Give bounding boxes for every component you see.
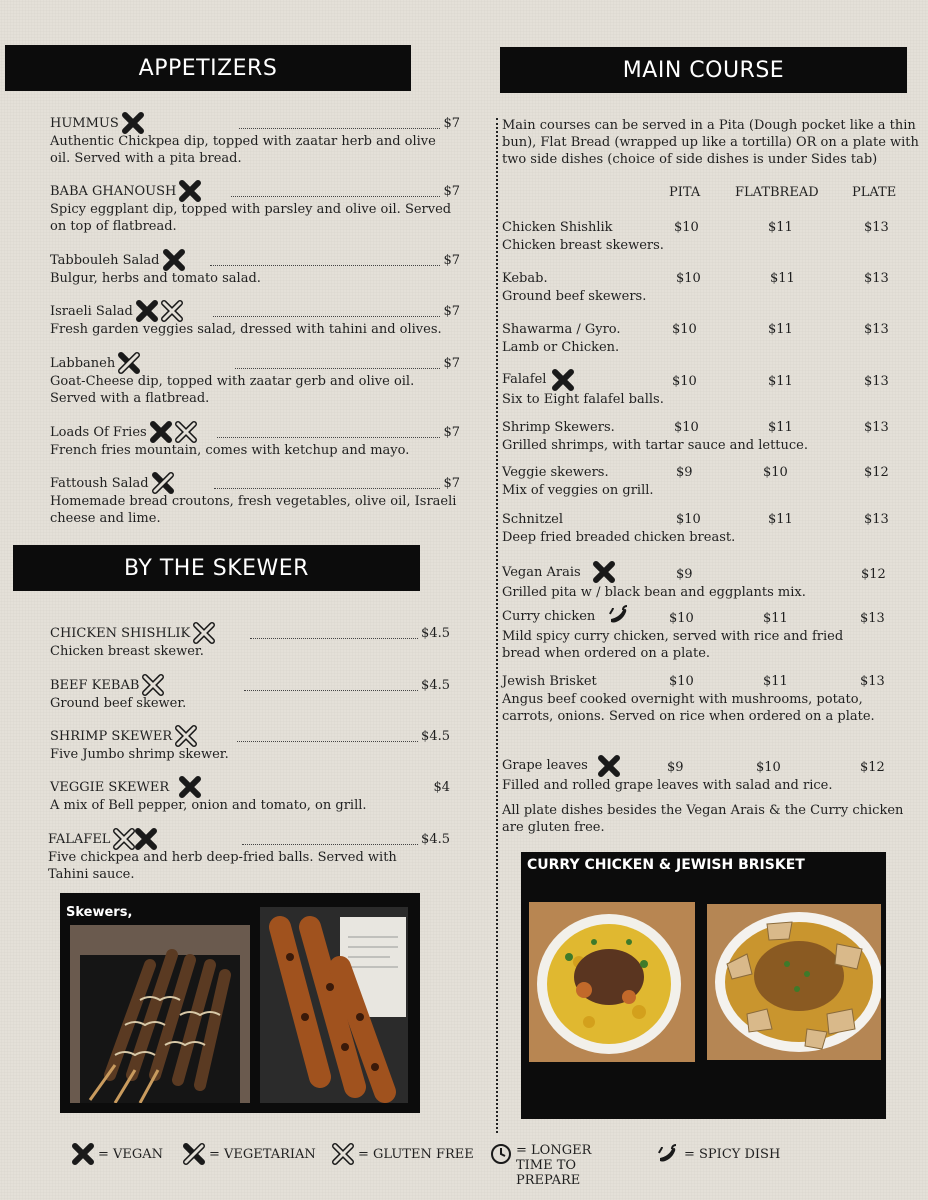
- price-flat: $11: [768, 220, 793, 235]
- item-price: $7: [443, 252, 460, 268]
- item-name: Curry chicken: [502, 609, 596, 624]
- item-desc: Angus beef cooked overnight with mushrooms, potato, carrots, onions. Served on rice when ordered on a plate.: [502, 692, 875, 724]
- legend-gluten-free-text: = GLUTEN FREE: [358, 1146, 474, 1162]
- gluten-free-icon: [161, 300, 183, 322]
- price-pita: $10: [674, 420, 699, 435]
- item-price: $4.5: [421, 728, 450, 744]
- item-desc: Deep fried breaded chicken breast.: [502, 530, 736, 545]
- item-name: HUMMUS: [50, 115, 119, 131]
- menu-item-baba-ghanoush: [50, 181, 460, 235]
- curry-brisket-photo-box: [521, 852, 886, 1119]
- skewers-photo-box: [60, 893, 420, 1113]
- price-pita: $10: [672, 322, 697, 337]
- price-plate: $13: [864, 220, 889, 235]
- price-pita: $9: [676, 567, 693, 582]
- item-name: Israeli Salad: [50, 303, 133, 319]
- item-name: Loads Of Fries: [50, 424, 147, 440]
- item-name: Jewish Brisket: [502, 674, 597, 689]
- vegan-icon: [598, 755, 620, 777]
- item-price: $7: [443, 303, 460, 319]
- main-intro: Main courses can be served in a Pita (Dough pocket like a thin bun), Flat Bread (wrapped up like a tortilla) OR on a plate with two side dishes (choice of side dishes is under Sides tab): [502, 118, 919, 167]
- item-name: Grape leaves: [502, 758, 588, 773]
- menu-item-loads-of-fries: [50, 422, 460, 459]
- main-course-title: MAIN COURSE: [622, 57, 785, 83]
- main-item-veggie-skewers: [502, 464, 922, 499]
- main-item-shawarma: [502, 321, 922, 356]
- vegan-icon: [122, 112, 144, 134]
- col-pita: PITA: [669, 185, 701, 200]
- vegan-icon: [136, 300, 158, 322]
- price-pita: $10: [672, 374, 697, 389]
- item-desc: Lamb or Chicken.: [502, 340, 620, 355]
- menu-item-chicken-shishlik: [50, 623, 450, 660]
- main-column-headers: [502, 184, 922, 202]
- price-flat: $11: [763, 611, 788, 626]
- menu-item-hummus: [50, 113, 460, 167]
- vegetarian-icon: [183, 1143, 205, 1165]
- item-desc: Six to Eight falafel balls.: [502, 392, 664, 407]
- legend-longer-time: [490, 1143, 616, 1188]
- main-item-chicken-shishlik: [502, 219, 922, 254]
- gluten-free-icon: [332, 1143, 354, 1165]
- item-desc: Spicy eggplant dip, topped with parsley and olive oil. Served on top of flatbread.: [50, 202, 452, 234]
- price-flat: $11: [768, 374, 793, 389]
- item-desc: Mix of veggies on grill.: [502, 483, 654, 498]
- main-item-grape-leaves: [502, 757, 922, 794]
- legend-longer-time-text: = LONGER TIME TO PREPARE: [516, 1143, 592, 1188]
- item-price: $7: [443, 475, 460, 491]
- item-name: Kebab.: [502, 271, 548, 286]
- item-price: $4.5: [421, 625, 450, 641]
- gluten-free-icon: [142, 674, 164, 696]
- item-price: $7: [443, 355, 460, 371]
- gluten-free-icon: [113, 828, 135, 850]
- menu-item-shrimp-skewer: [50, 726, 450, 763]
- price-flat: $11: [768, 512, 793, 527]
- main-item-shrimp-skewers: [502, 419, 922, 454]
- vegan-icon: [179, 180, 201, 202]
- price-plate: $13: [864, 322, 889, 337]
- item-name: Falafel: [502, 372, 547, 387]
- price-plate: $13: [864, 374, 889, 389]
- main-item-curry-chicken: [502, 608, 922, 662]
- price-plate: $13: [864, 420, 889, 435]
- item-desc: Mild spicy curry chicken, served with rice and fried bread when ordered on a plate.: [502, 629, 844, 661]
- price-flat: $11: [768, 420, 793, 435]
- price-flat: $10: [756, 760, 781, 775]
- gluten-free-footnote: All plate dishes besides the Vegan Arais & the Curry chicken are gluten free.: [502, 803, 904, 835]
- vegan-icon: [179, 776, 201, 798]
- price-pita: $10: [676, 271, 701, 286]
- column-divider: [496, 118, 498, 1133]
- price-pita: $10: [669, 674, 694, 689]
- price-pita: $9: [667, 760, 684, 775]
- main-item-kebab: [502, 270, 922, 305]
- skewers-photo-right: [260, 907, 408, 1103]
- gluten-free-icon: [193, 622, 215, 644]
- legend-spicy-text: = SPICY DISH: [684, 1146, 781, 1162]
- item-desc: Ground beef skewers.: [502, 289, 647, 304]
- item-desc: Grilled shrimps, with tartar sauce and lettuce.: [502, 438, 809, 453]
- curry-brisket-caption: CURRY CHICKEN & JEWISH BRISKET: [527, 857, 805, 873]
- item-name: FALAFEL: [48, 831, 111, 847]
- legend-spicy: [656, 1143, 780, 1165]
- price-plate: $13: [864, 512, 889, 527]
- skewers-caption: Skewers,: [66, 905, 133, 920]
- item-desc: Five chickpea and herb deep-fried balls. Served with Tahini sauce.: [48, 850, 397, 882]
- item-desc: Ground beef skewer.: [50, 696, 187, 711]
- jewish-brisket-photo: [707, 904, 881, 1060]
- menu-item-israeli-salad: [50, 301, 460, 338]
- item-desc: Five Jumbo shrimp skewer.: [50, 747, 229, 762]
- price-plate: $13: [860, 674, 885, 689]
- gluten-free-icon: [175, 725, 197, 747]
- vegetarian-icon: [118, 352, 140, 374]
- price-plate: $12: [861, 567, 886, 582]
- item-name: Labbaneh: [50, 355, 116, 371]
- skewers-photo-left: [70, 925, 250, 1103]
- item-desc: French fries mountain, comes with ketchup and mayo.: [50, 443, 410, 458]
- main-item-schnitzel: [502, 511, 922, 546]
- menu-item-labbaneh: [50, 353, 460, 407]
- item-price: $4.5: [421, 677, 450, 693]
- vegan-icon: [593, 561, 615, 583]
- item-desc: Filled and rolled grape leaves with salad and rice.: [502, 778, 833, 793]
- item-name: CHICKEN SHISHLIK: [50, 625, 191, 641]
- price-flat: $11: [768, 322, 793, 337]
- item-name: Fattoush Salad: [50, 475, 149, 491]
- menu-item-tabbouleh: [50, 250, 460, 287]
- item-name: Tabbouleh Salad: [50, 252, 160, 268]
- price-plate: $12: [860, 760, 885, 775]
- item-name: VEGGIE SKEWER: [50, 779, 170, 795]
- menu-item-falafel: [48, 829, 450, 883]
- main-course-banner: [500, 47, 907, 93]
- price-plate: $13: [860, 611, 885, 626]
- item-price: $7: [443, 115, 460, 131]
- item-name: Schnitzel: [502, 512, 564, 527]
- vegan-icon: [150, 421, 172, 443]
- price-flat: $10: [763, 465, 788, 480]
- item-desc: Fresh garden veggies salad, dressed with tahini and olives.: [50, 322, 442, 337]
- legend-vegan-text: = VEGAN: [98, 1146, 164, 1162]
- item-name: Shawarma / Gyro.: [502, 322, 621, 337]
- item-name: BEEF KEBAB: [50, 677, 140, 693]
- vegan-icon: [163, 249, 185, 271]
- col-flatbread: FLATBREAD: [735, 185, 819, 200]
- vegan-icon: [72, 1143, 94, 1165]
- item-desc: Homemade bread croutons, fresh vegetables, olive oil, Israeli cheese and lime.: [50, 494, 457, 526]
- vegetarian-icon: [152, 472, 174, 494]
- skewer-banner: [13, 545, 420, 591]
- price-plate: $12: [864, 465, 889, 480]
- item-desc: Goat-Cheese dip, topped with zaatar gerb and olive oil. Served with a flatbread.: [50, 374, 415, 406]
- col-plate: PLATE: [852, 185, 897, 200]
- item-name: Shrimp Skewers.: [502, 420, 615, 435]
- legend-vegetarian-text: = VEGETARIAN: [209, 1146, 316, 1162]
- item-desc: Grilled pita w / black bean and eggplants mix.: [502, 585, 806, 600]
- menu-item-fattoush-salad: [50, 473, 460, 527]
- item-name: Chicken Shishlik: [502, 220, 613, 235]
- menu-item-veggie-skewer: [50, 777, 450, 814]
- vegan-icon: [552, 369, 574, 391]
- legend-vegan: [72, 1143, 163, 1165]
- main-item-falafel: [502, 371, 922, 408]
- price-flat: $11: [770, 271, 795, 286]
- clock-icon: [490, 1143, 512, 1165]
- skewer-title: BY THE SKEWER: [124, 555, 309, 581]
- price-pita: $10: [674, 220, 699, 235]
- item-name: BABA GHANOUSH: [50, 183, 177, 199]
- price-flat: $11: [763, 674, 788, 689]
- price-pita: $9: [676, 465, 693, 480]
- vegan-icon: [135, 828, 157, 850]
- item-name: SHRIMP SKEWER: [50, 728, 173, 744]
- curry-chicken-photo: [529, 902, 695, 1062]
- menu-item-beef-kebab: [50, 675, 450, 712]
- appetizers-banner: [5, 45, 411, 91]
- price-plate: $13: [864, 271, 889, 286]
- appetizers-title: APPETIZERS: [138, 55, 278, 81]
- item-price: $4: [433, 779, 450, 795]
- item-desc: Bulgur, herbs and tomato salad.: [50, 271, 261, 286]
- item-desc: Authentic Chickpea dip, topped with zaatar herb and olive oil. Served with a pita bread.: [50, 134, 436, 166]
- item-name: Vegan Arais: [502, 565, 581, 580]
- main-item-jewish-brisket: [502, 673, 922, 725]
- item-desc: A mix of Bell pepper, onion and tomato, on grill.: [50, 798, 367, 813]
- item-price: $4.5: [421, 831, 450, 847]
- legend-gluten-free: [332, 1143, 474, 1165]
- item-desc: Chicken breast skewers.: [502, 238, 664, 253]
- spicy-icon: [607, 604, 631, 626]
- price-pita: $10: [676, 512, 701, 527]
- spicy-icon: [656, 1143, 680, 1165]
- main-item-vegan-arais: [502, 564, 922, 601]
- legend-vegetarian: [183, 1143, 316, 1165]
- item-price: $7: [443, 183, 460, 199]
- gluten-free-icon: [175, 421, 197, 443]
- item-price: $7: [443, 424, 460, 440]
- price-pita: $10: [669, 611, 694, 626]
- item-name: Veggie skewers.: [502, 465, 609, 480]
- item-desc: Chicken breast skewer.: [50, 644, 204, 659]
